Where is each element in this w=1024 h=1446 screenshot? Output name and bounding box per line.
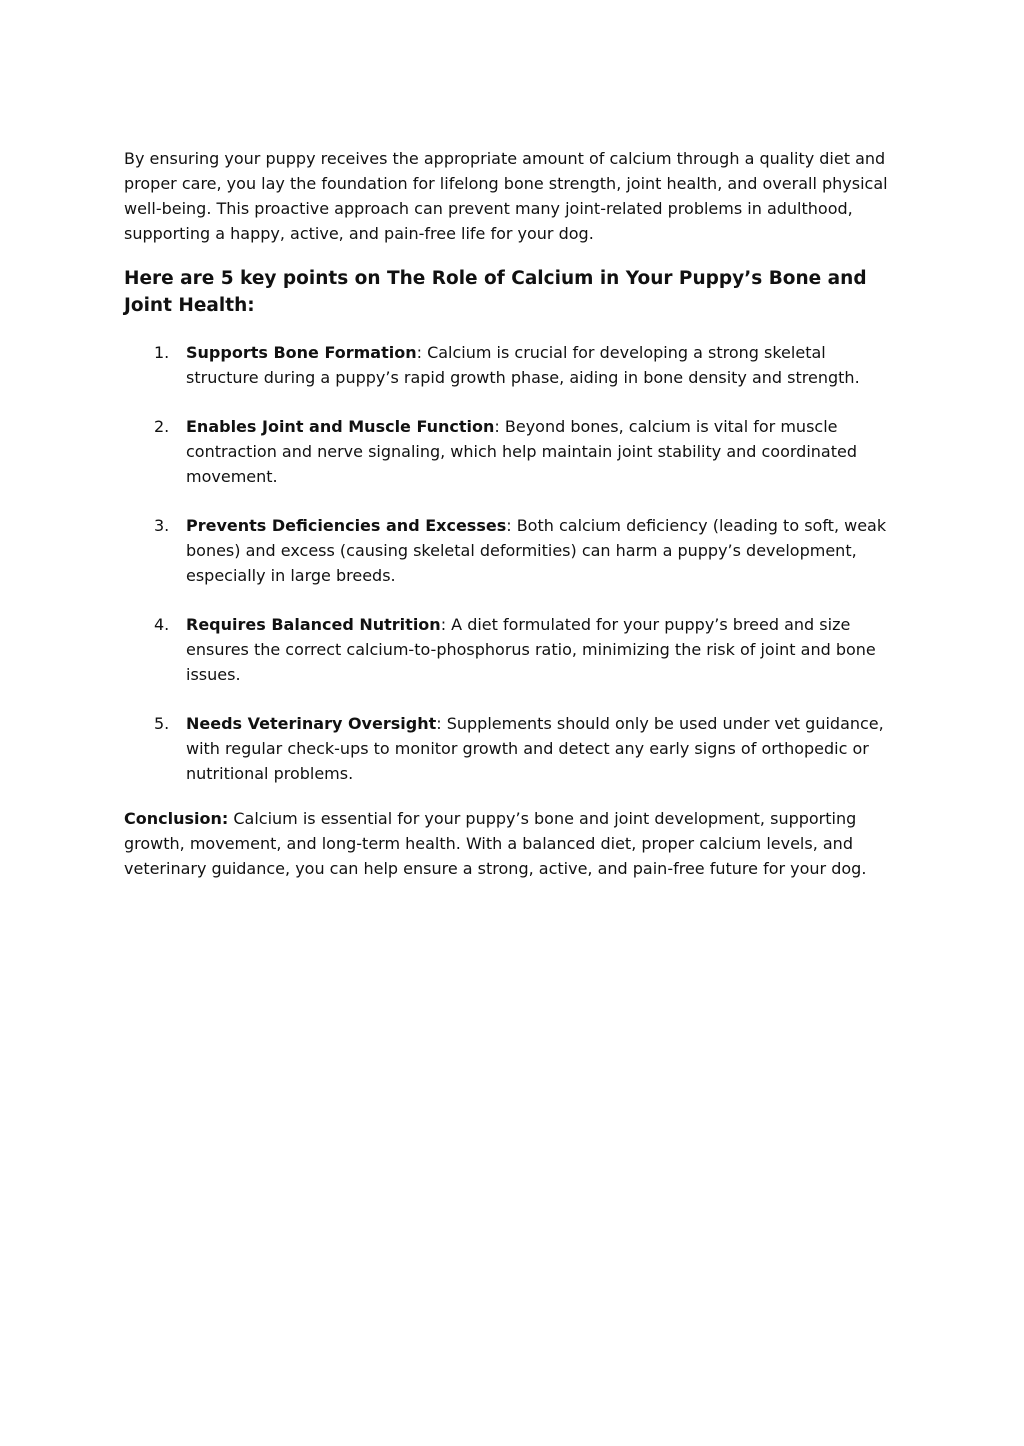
list-item-separator: : [506,516,512,535]
list-item [124,414,900,489]
list-item-title: Requires Balanced Nutrition [186,615,441,634]
list-item [124,612,900,687]
list-item-number: 3. [154,516,170,535]
list-item-number: 5. [154,714,170,733]
key-points-list [124,340,900,786]
list-item-text: Beyond bones, calcium is vital for muscle contraction and nerve signaling, which help maintain joint stability and coordinated movement. [186,417,857,486]
list-item-separator: : [416,343,422,362]
list-item-title: Enables Joint and Muscle Function [186,417,495,436]
list-item [124,340,900,390]
list-item-title: Prevents Deficiencies and Excesses [186,516,507,535]
list-item-separator: : [436,714,442,733]
list-item-text: Supplements should only be used under vet guidance, with regular check-ups to monitor growth and detect any early signs of orthopedic or nutritional problems. [186,714,884,783]
conclusion-paragraph [124,806,900,881]
document-page [124,146,900,881]
list-item-title: Needs Veterinary Oversight [186,714,437,733]
list-item-text: A diet formulated for your puppy’s breed and size ensures the correct calcium-to-phosphorus ratio, minimizing the risk of joint and bone issues. [186,615,876,684]
list-item-number: 1. [154,343,170,362]
list-item [124,711,900,786]
conclusion-text: Calcium is essential for your puppy’s bone and joint development, supporting growth, movement, and long-term health. With a balanced diet, proper calcium levels, and veterinary guidance, you can help ensure a strong, active, and pain-free future for your dog. [124,809,867,878]
list-item-separator: : [440,615,447,634]
list-item-title: Supports Bone Formation [186,343,417,362]
conclusion-label: Conclusion: [124,809,229,828]
section-heading: Here are 5 key points on The Role of Calcium in Your Puppy’s Bone and Joint Health: [124,268,867,316]
list-item-separator: : [494,417,500,436]
list-item [124,513,900,588]
list-item-number: 2. [154,417,170,436]
list-item-text: Calcium is crucial for developing a strong skeletal structure during a puppy’s rapid growth phase, aiding in bone density and strength. [186,343,860,387]
list-item-text: Both calcium deficiency (leading to soft, weak bones) and excess (causing skeletal deformities) can harm a puppy’s development, especially in large breeds. [186,516,887,585]
list-item-number: 4. [154,615,170,634]
intro-paragraph: By ensuring your puppy receives the appropriate amount of calcium through a quality diet and proper care, you lay the foundation for lifelong bone strength, joint health, and overall physical well-being. This proactive approach can prevent many joint-related problems in adulthood, supporting a happy, active, and pain-free life for your dog. [124,149,888,243]
